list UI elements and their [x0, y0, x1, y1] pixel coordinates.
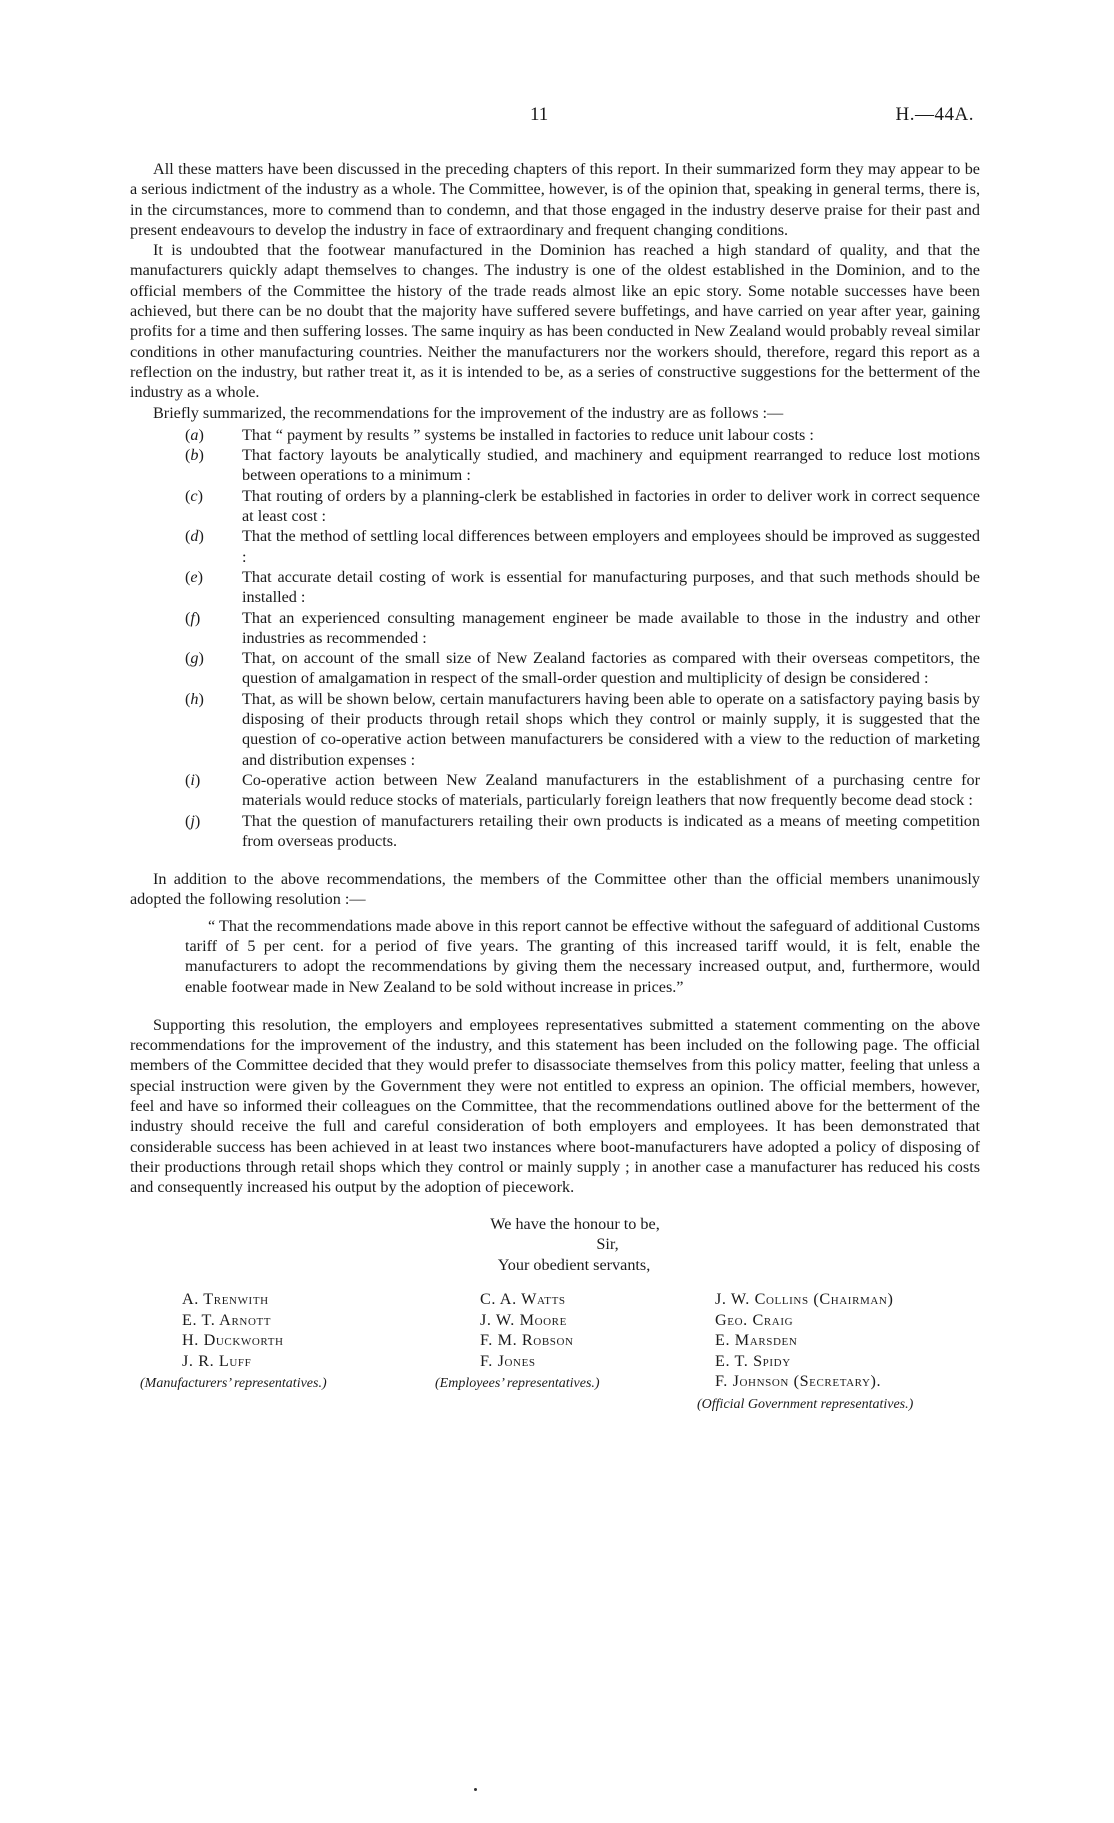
closing-line-honour: We have the honour to be,: [490, 1214, 660, 1233]
closing-salutation: [130, 1214, 980, 1276]
recommendation-item: (b) That factory layouts be analytically studied, and machinery and equipment rearranged to reduce lost motions between operations to a minimum :: [185, 446, 980, 485]
signatory-name: E. T. Spidy: [715, 1351, 791, 1370]
resolution-quote: “ That the recommendations made above in this report cannot be effective without the safeguard of additional Customs tariff of 5 per cent. for a period of five years. The granting of this increased tariff would, it is felt, enable the manufacturers to adopt the recommendations by giving them the necessary increased output, and, furthermore, would enable footwear made in New Zealand to be sold without increase in prices.”: [185, 916, 980, 996]
recommendation-item: (c) That routing of orders by a planning-clerk be established in factories in order to deliver work in correct sequence at least cost :: [185, 486, 980, 526]
employees-signatures: [435, 1289, 600, 1394]
page-header: [0, 104, 1114, 134]
signatory-name: E. Marsden: [715, 1331, 798, 1350]
government-signatures: [697, 1289, 914, 1415]
signatory-name: F. M. Robson: [480, 1331, 574, 1350]
manufacturers-signatures: [140, 1289, 327, 1394]
paragraph-supporting-resolution: Supporting this resolution, the employers and employees representatives submitted a statement commenting on the above recommendations for the improvement of the industry, and this statement has been included on the following page. The official members of the Committee decided that they would prefer to disassociate themselves from this policy matter, feeling that unless a special instruction were given by the Government they were not entitled to express an opinion. The official members, however, feel and have so informed their colleagues on the Committee, that the recommendations outlined above for the betterment of the industry should receive the full and careful consideration of both employers and employees. It has been demonstrated that considerable success has been achieved in at least two instances where boot-manufacturers have adopted a policy of disposing of their productions through retail shops which they control or mainly supply ; in another case a manufacturer has reduced his costs and consequently increased his output by the adoption of piecework.: [130, 1015, 980, 1197]
document-reference: H.—44A.: [895, 104, 974, 125]
signatory-name: E. T. Arnott: [182, 1310, 272, 1329]
recommendation-item: (d) That the method of settling local differences between employers and employees should be improved as suggested :: [185, 527, 980, 566]
signatory-name: Geo. Craig: [715, 1310, 794, 1329]
recommendation-item: (f) That an experienced consulting management engineer be made available to those in the industry and other industries as recommended :: [185, 608, 980, 647]
paragraph-recommendations-intro: Briefly summarized, the recommendations for the improvement of the industry are as follows :—: [153, 403, 784, 422]
signatory-name: H. Duckworth: [182, 1331, 284, 1350]
recommendation-item: (e) That accurate detail costing of work is essential for manufacturing purposes, and that such methods should be installed :: [185, 567, 980, 607]
closing-line-sir: Sir,: [596, 1235, 619, 1254]
signatory-name: J. R. Luff: [182, 1351, 252, 1370]
recommendation-item: (a) That “ payment by results ” systems be installed in factories to reduce unit labour costs :: [185, 425, 814, 444]
report-body: [130, 159, 980, 1439]
signatory-name: A. Trenwith: [182, 1290, 269, 1309]
signatory-group-label: (Manufacturers’ representatives.): [140, 1376, 327, 1392]
paragraph-footwear-quality: It is undoubted that the footwear manufactured in the Dominion has reached a high standard of quality, and that the manufacturers quickly adapt themselves to changes. The industry is one of the oldest established in the Dominion, and to the official members of the Committee the history of the trade reads almost like an epic story. Some notable successes have been achieved, but there can be no doubt that the majority have suffered severe buffetings, and have carried on year after year, gaining profits for a time and then suffering losses. The same inquiry as has been conducted in New Zealand would probably reveal similar conditions in other manufacturing countries. Neither the manufacturers nor the workers should, therefore, regard this report as a reflection on the industry, but rather treat it, as it is intended to be, as a series of constructive suggestions for the betterment of the industry as a whole.: [130, 241, 980, 402]
paragraph-resolution-intro: In addition to the above recommendations, the members of the Committee other than the official members unanimously adopted the following resolution :—: [130, 870, 980, 909]
signatory-name: J. W. Collins (Chairman): [715, 1290, 894, 1309]
signatures-block: [130, 1289, 980, 1439]
closing-line-servants: Your obedient servants,: [497, 1255, 651, 1274]
signatory-name: F. Jones: [480, 1351, 536, 1370]
signatory-group-label: (Employees’ representatives.): [435, 1376, 600, 1392]
recommendation-item: (i) Co-operative action between New Zealand manufacturers in the establishment of a purchasing centre for materials would reduce stocks of materials, particularly foreign leathers that now frequently become dead stock :: [185, 770, 980, 810]
recommendation-item: (j) That the question of manufacturers retailing their own products is indicated as a means of meeting competition from overseas products.: [185, 811, 980, 850]
signatory-group-label: (Official Government representatives.): [697, 1396, 914, 1412]
signatory-name: C. A. Watts: [480, 1290, 566, 1309]
footer-dot-mark: [474, 1788, 477, 1791]
signatory-name: J. W. Moore: [480, 1310, 567, 1329]
recommendation-item: (g) That, on account of the small size of New Zealand factories as compared with their overseas competitors, the question of amalgamation in respect of the small-order question and multiplicity of design be considered :: [185, 649, 980, 688]
page-number: 11: [530, 104, 549, 125]
recommendations-list: [130, 425, 980, 851]
signatory-name: F. Johnson (Secretary).: [715, 1372, 882, 1391]
paragraph-summary: All these matters have been discussed in the preceding chapters of this report. In their summarized form they may appear to be a serious indictment of the industry as a whole. The Committee, however, is of the opinion that, speaking in general terms, there is, in the circumstances, more to commend than to condemn, and that those engaged in the industry deserve praise for their past and present endeavours to develop the industry in face of extraordinary and frequent changing conditions.: [130, 160, 980, 239]
recommendation-item: (h) That, as will be shown below, certain manufacturers having been able to operate on a satisfactory paying basis by disposing of their products through retail shops which they control or mainly supply, it is suggested that the question of co-operative action between manufacturers be considered with a view to the reduction of marketing and distribution expenses :: [185, 689, 980, 769]
